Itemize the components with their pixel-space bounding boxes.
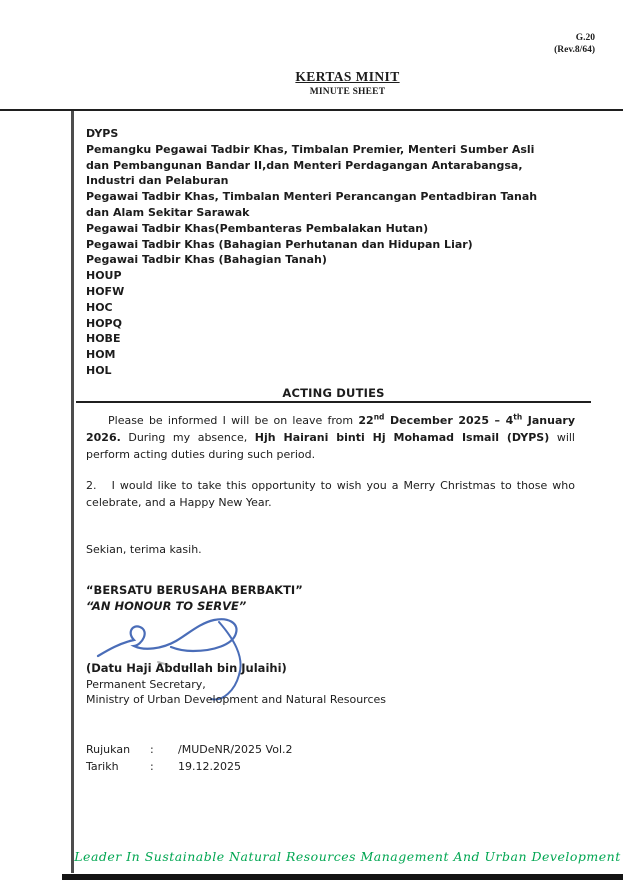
signatory-organization: Ministry of Urban Development and Natural Resources (86, 693, 386, 706)
recipient-line: HOUP (86, 269, 122, 283)
form-revision: (Rev.8/64) (554, 44, 595, 55)
recipient-line: HOC (86, 300, 113, 314)
reference-separator: : (150, 760, 154, 773)
text-segment: During my absence, (120, 431, 255, 444)
recipient-line: DYPS (86, 127, 119, 140)
reference-block (86, 741, 293, 775)
reference-value: /MUDeNR/2025 Vol.2 (178, 743, 293, 756)
motto-malay: “BERSATU BERUSAHA BERBAKTI” (86, 583, 303, 597)
recipient-line: HOPQ (86, 316, 122, 330)
acting-officer-name: Hjh Hairani binti Hj Mohamad Ismail (DYPS) (254, 431, 550, 444)
text-segment: will perform acting duties during such period. (86, 431, 575, 461)
recipient-line: Pegawai Tadbir Khas, Timbalan Menteri Perancangan Pentadbiran Tanah (86, 190, 538, 204)
signatory-name: (Datu Haji Abdullah bin Julaihi) (86, 661, 287, 675)
recipient-line: Pegawai Tadbir Khas (Bahagian Tanah) (86, 253, 327, 267)
recipient-line: dan Pembangunan Bandar II,dan Menteri Perdagangan Antarabangsa, (86, 158, 523, 172)
motto-english: “AN HONOUR TO SERVE” (86, 599, 247, 613)
recipient-line: Pegawai Tadbir Khas(Pembanteras Pembalakan Hutan) (86, 221, 429, 235)
ordinal-suffix: nd (373, 412, 385, 422)
ordinal-suffix: th (513, 412, 523, 422)
recipient-line: Pegawai Tadbir Khas (Bahagian Perhutanan dan Hidupan Liar) (86, 237, 473, 251)
recipient-line: HOM (86, 348, 116, 362)
document-title-malay: KERTAS MINIT (295, 69, 400, 84)
section-heading-underline (76, 401, 591, 403)
text-segment: January 2026. (86, 414, 575, 444)
reference-separator: : (150, 743, 154, 756)
recipient-line: HOL (86, 363, 112, 377)
recipient-list (86, 126, 598, 379)
acting-paragraph-2: 2. I would like to take this opportunity to wish you a Merry Christmas to those who celebrate, and a Happy New Year. (86, 479, 579, 509)
recipient-line: HOFW (86, 284, 125, 298)
form-code: G.20 (575, 33, 595, 43)
text-segment: December 2025 – 4 (384, 414, 514, 427)
reference-row (86, 741, 293, 758)
section-heading: ACTING DUTIES (282, 386, 385, 400)
footer-bar (62, 874, 623, 880)
recipient-line: Pemangku Pegawai Tadbir Khas, Timbalan Premier, Menteri Sumber Asli (86, 142, 535, 156)
document-title-english: MINUTE SHEET (309, 87, 386, 97)
signatory-position: Permanent Secretary, (86, 678, 206, 691)
recipient-line: HOBE (86, 332, 121, 346)
recipient-line: dan Alam Sekitar Sarawak (86, 205, 250, 219)
header-divider (0, 109, 623, 111)
text-segment: Please be informed I will be on leave from (108, 414, 359, 427)
reference-value: 19.12.2025 (178, 760, 241, 773)
reference-label: Tarikh (86, 760, 119, 773)
margin-divider (71, 111, 74, 873)
form-code-block (554, 33, 595, 56)
recipient-line: Industri dan Pelaburan (86, 174, 229, 188)
text-segment: 22 (358, 414, 374, 427)
closing-line: Sekian, terima kasih. (86, 543, 202, 556)
reference-label: Rujukan (86, 743, 131, 756)
title-block (72, 69, 623, 97)
ministry-tagline: Leader In Sustainable Natural Resources Management And Urban Development (74, 849, 621, 864)
acting-paragraph-1 (86, 412, 575, 463)
reference-row (86, 758, 293, 775)
